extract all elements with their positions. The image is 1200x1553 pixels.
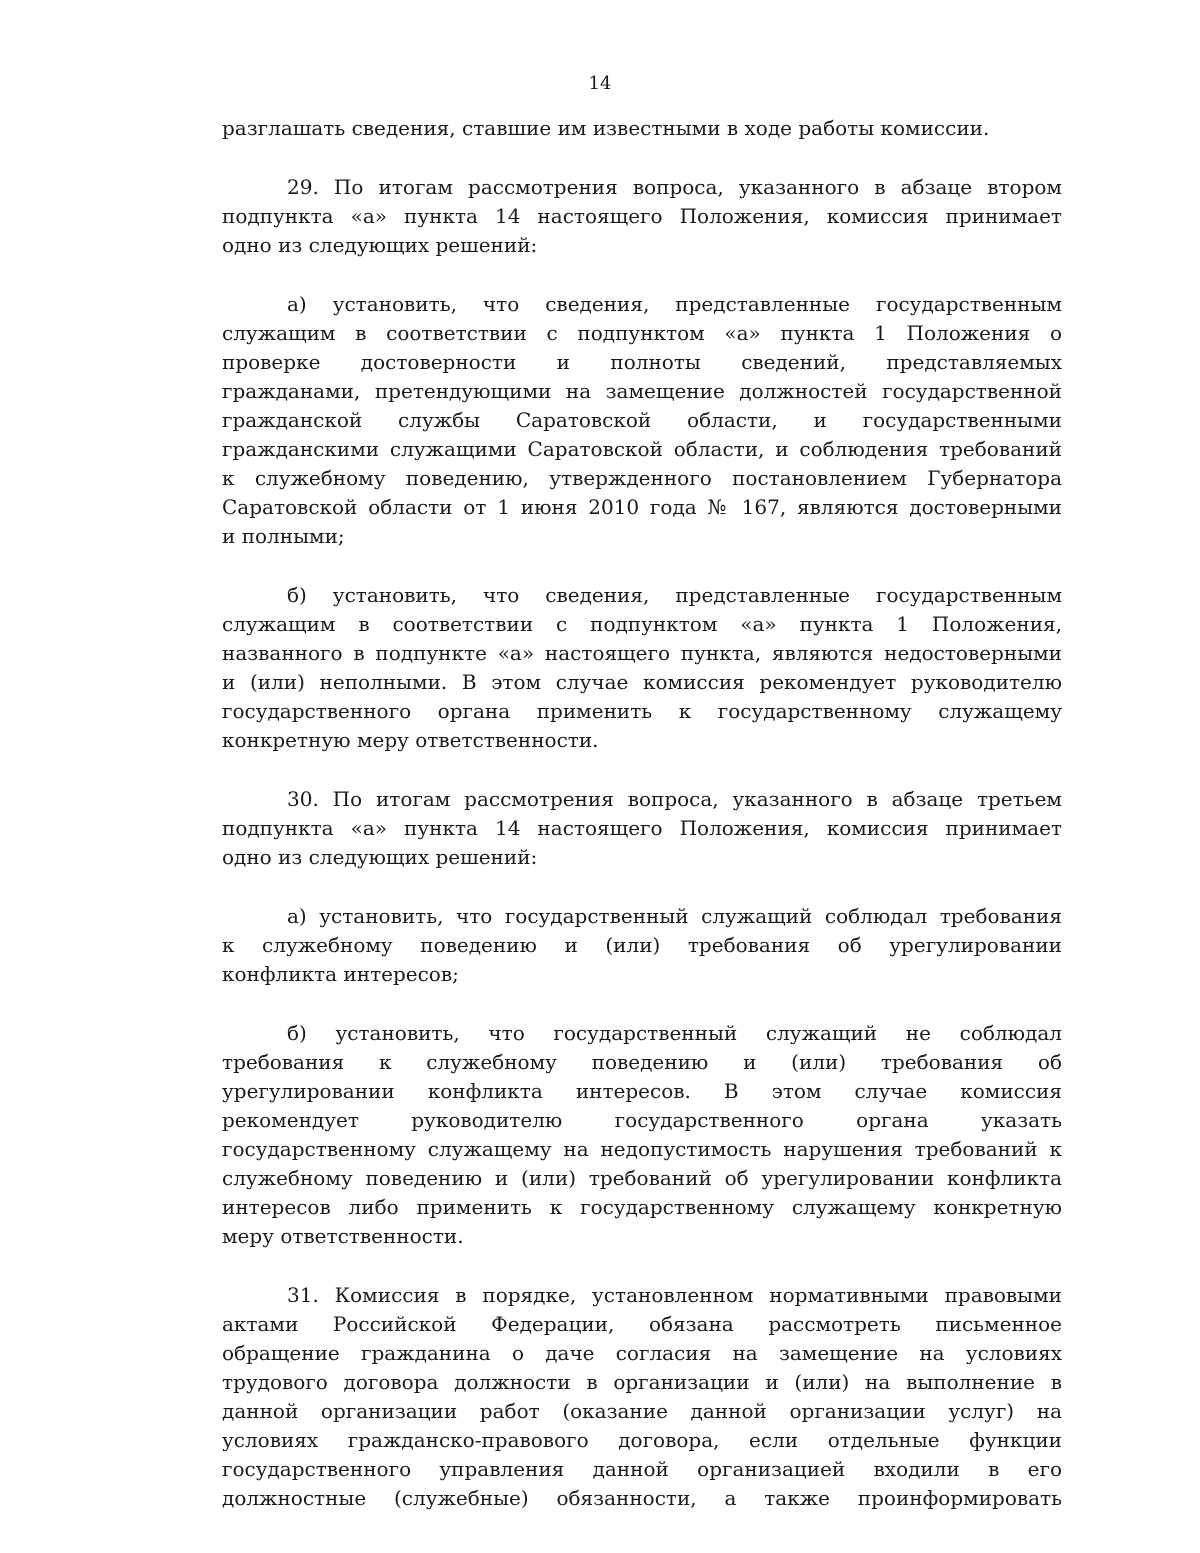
text-line: рекомендует руководителю государственного органа указать (222, 1108, 1062, 1132)
paragraph-p31 (222, 1281, 1062, 1513)
paragraph-p30 (222, 785, 1062, 872)
text-line: проверке достоверности и полноты сведений, представляемых (222, 350, 1062, 374)
text-line: к служебному поведению, утвержденного постановлением Губернатора (222, 466, 1062, 490)
text-line: служебному поведению и (или) требований об урегулировании конфликта (222, 1166, 1062, 1190)
text-line: гражданскими служащими Саратовской области, и соблюдения требований (222, 437, 1062, 461)
text-line: 31. Комиссия в порядке, установленном нормативными правовыми (287, 1283, 1062, 1307)
text-line: к служебному поведению и (или) требования об урегулировании (222, 933, 1062, 957)
text-line: б) установить, что государственный служащий не соблюдал (287, 1021, 1062, 1045)
text-line: конфликта интересов; (222, 962, 459, 986)
text-line: одно из следующих решений: (222, 845, 538, 869)
text-line: служащим в соответствии с подпунктом «а» пункта 1 Положения о (222, 321, 1062, 345)
text-line: и полными; (222, 524, 345, 548)
text-line: трудового договора должности в организации и (или) на выполнение в (222, 1370, 1062, 1394)
text-line: данной организации работ (оказание данной организации услуг) на (222, 1399, 1062, 1423)
text-line: актами Российской Федерации, обязана рассмотреть письменное (222, 1312, 1062, 1336)
text-line: 30. По итогам рассмотрения вопроса, указанного в абзаце третьем (287, 787, 1062, 811)
text-line: б) установить, что сведения, представленные государственным (287, 583, 1062, 607)
text-line: одно из следующих решений: (222, 233, 538, 257)
text-line: а) установить, что сведения, представленные государственным (287, 292, 1062, 316)
text-line: интересов либо применить к государственному служащему конкретную (222, 1195, 1062, 1219)
text-line: подпункта «а» пункта 14 настоящего Положения, комиссия принимает (222, 816, 1062, 840)
paragraph-p29-a (222, 290, 1062, 551)
text-line: должностные (служебные) обязанности, а также проинформировать (222, 1486, 1062, 1510)
paragraph-p30-a (222, 902, 1062, 989)
text-line: служащим в соответствии с подпунктом «а» пункта 1 Положения, (222, 612, 1062, 636)
text-line: разглашать сведения, ставшие им известными в ходе работы комиссии. (222, 116, 990, 140)
text-line: 29. По итогам рассмотрения вопроса, указанного в абзаце втором (287, 175, 1062, 199)
text-line: гражданами, претендующими на замещение должностей государственной (222, 379, 1062, 403)
text-line: государственного управления данной организацией входили в его (222, 1457, 1062, 1481)
text-line: государственному служащему на недопустимость нарушения требований к (222, 1137, 1062, 1161)
text-line: гражданской службы Саратовской области, и государственными (222, 408, 1062, 432)
paragraph-p29 (222, 173, 1062, 260)
paragraph-p29-b (222, 581, 1062, 755)
paragraph-continuation (222, 114, 1062, 143)
text-line: конкретную меру ответственности. (222, 728, 599, 752)
text-line: названного в подпункте «а» настоящего пункта, являются недостоверными (222, 641, 1062, 665)
paragraph-p30-b (222, 1019, 1062, 1251)
page-number: 14 (588, 73, 612, 94)
text-line: подпункта «а» пункта 14 настоящего Положения, комиссия принимает (222, 204, 1062, 228)
text-line: условиях гражданско-правового договора, если отдельные функции (222, 1428, 1062, 1452)
text-line: урегулировании конфликта интересов. В этом случае комиссия (222, 1079, 1062, 1103)
text-line: требования к служебному поведению и (или) требования об (222, 1050, 1062, 1074)
text-line: а) установить, что государственный служащий соблюдал требования (287, 904, 1062, 928)
text-line: обращение гражданина о даче согласия на замещение на условиях (222, 1341, 1062, 1365)
text-line: меру ответственности. (222, 1224, 464, 1248)
text-line: и (или) неполными. В этом случае комиссия рекомендует руководителю (222, 670, 1062, 694)
document-body (222, 114, 1062, 1543)
text-line: Саратовской области от 1 июня 2010 года № 167, являются достоверными (222, 495, 1062, 519)
text-line: государственного органа применить к государственному служащему (222, 699, 1062, 723)
